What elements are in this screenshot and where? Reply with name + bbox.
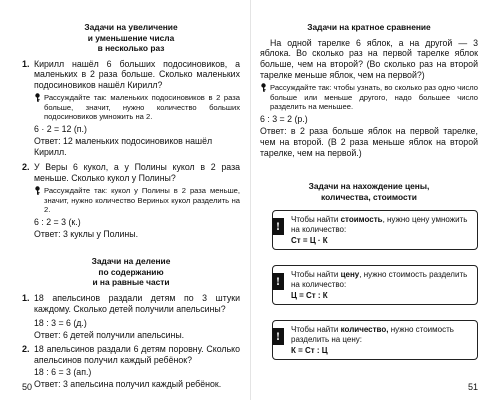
task-1 <box>22 293 240 341</box>
page-number: 51 <box>467 382 478 393</box>
task-2 <box>22 162 240 240</box>
page-number: 50 <box>22 382 33 393</box>
title-line: Задачи на деление <box>91 256 171 267</box>
task-body <box>34 293 240 341</box>
rule-box-price <box>272 265 478 305</box>
rule-formula: Ст = Ц · К <box>291 236 328 246</box>
hint <box>34 186 240 214</box>
title-line: по содержанию <box>98 266 164 277</box>
hint-text: Рассуждайте так: чтобы узнать, во сколько раз одно число больше или меньше другого, надо большее число разделить на меньшее. <box>270 83 478 111</box>
answer: Ответ: 12 маленьких подосиновиков нашёл Кирилл. <box>34 136 213 158</box>
section-title-division <box>22 256 240 288</box>
section-title-increase-decrease <box>22 22 240 54</box>
key-icon <box>34 186 44 214</box>
exclamation-icon: ! <box>272 328 284 345</box>
title-line: и на равные части <box>92 277 170 288</box>
key-icon <box>260 83 270 111</box>
rule-formula: К = Ст : Ц <box>291 346 328 356</box>
rule-box-quantity <box>272 320 478 360</box>
task-1 <box>22 59 240 159</box>
calculation: 6 · 2 = 12 (п.) <box>34 124 87 135</box>
rule-keyword: цену <box>340 270 360 280</box>
task-text: 18 апельсинов раздали 6 детям поровну. Сколько апельсинов получил каждый ребёнок? <box>34 344 240 366</box>
title-line: и уменьшение числа <box>87 32 175 43</box>
title-line: в несколько раз <box>97 43 165 53</box>
rule-text-pre: Чтобы найти <box>291 215 341 225</box>
task-text: Кирилл нашёл 6 больших подосиновиков, а маленьких в 2 раза больше. Сколько маленьких подосиновиков нашёл Кирилл? <box>34 58 240 91</box>
hint-text: Рассуждайте так: маленьких подосиновиков в 2 раза больше, значит, нужно количество больших подосиновиков умножить на 2. <box>44 93 240 121</box>
answer: Ответ: 3 апельсина получил каждый ребёнок. <box>34 379 222 390</box>
task-body <box>34 162 240 240</box>
task-text: На одной тарелке 6 яблок, а на другой — 3 яблока. Во сколько раз на первой тарелке яблок больше, чем на второй? (Во сколько раз на второй тарелке меньше яблок, чем на первой?) <box>260 37 478 81</box>
task-number: 2. <box>22 162 30 173</box>
rule-text-post: , нужно цену умножить на количество: <box>291 215 468 235</box>
rule-text-pre: Чтобы найти <box>291 325 341 335</box>
rule-text <box>291 215 471 235</box>
exclamation-icon: ! <box>272 273 284 290</box>
right-page <box>250 0 500 400</box>
task-number: 1. <box>22 292 30 303</box>
key-icon <box>34 93 44 121</box>
task-body <box>34 59 240 159</box>
answer: Ответ: в 2 раза больше яблок на первой тарелке, чем на второй. (В 2 раза меньше яблок на второй тарелке, чем на первой.) <box>260 126 478 159</box>
rule-text <box>291 270 471 290</box>
calculation: 18 : 6 = 3 (ап.) <box>34 367 92 378</box>
exclamation-icon: ! <box>272 218 284 235</box>
calculation: 18 : 3 = 6 (д.) <box>34 317 87 328</box>
section-title-price-quantity-cost <box>260 181 478 202</box>
rule-formula: Ц = Ст : К <box>291 291 328 301</box>
task-number: 1. <box>22 58 30 69</box>
calculation: 6 : 2 = 3 (к.) <box>34 217 81 228</box>
task-2 <box>22 344 240 390</box>
hint <box>260 83 478 111</box>
rule-text-post: , нужно стоимость разделить на количество: <box>291 270 468 290</box>
rule-box-cost <box>272 210 478 250</box>
calculation: 6 : 3 = 2 (р.) <box>260 114 308 125</box>
title-line: количества, стоимости <box>321 191 417 202</box>
answer: Ответ: 3 куклы у Полины. <box>34 229 139 240</box>
hint <box>34 93 240 121</box>
answer: Ответ: 6 детей получили апельсины. <box>34 330 185 341</box>
title-line: Задачи на кратное сравнение <box>307 22 431 32</box>
rule-text-post: нужно стоимость разделить на цену: <box>291 325 454 345</box>
rule-keyword: стоимость <box>340 215 383 225</box>
rule-keyword: количество, <box>340 325 389 335</box>
rule-text-pre: Чтобы найти <box>291 270 341 280</box>
section-title-multiple-comparison <box>260 22 478 33</box>
task-number: 2. <box>22 344 30 355</box>
task-text: У Веры 6 кукол, а у Полины кукол в 2 раза меньше. Сколько кукол у Полины? <box>34 162 240 184</box>
task-text: 18 апельсинов раздали детям по 3 штуки каждому. Сколько детей получили апельсины? <box>34 292 240 314</box>
rule-text <box>291 325 471 345</box>
title-line: Задачи на нахождение цены, <box>308 181 430 192</box>
hint-text: Рассуждайте так: кукол у Полины в 2 раза меньше, значит, нужно количество Вериных кукол разделить на 2. <box>44 186 240 214</box>
title-line: Задачи на увеличение <box>84 22 178 32</box>
task-body <box>34 344 240 390</box>
